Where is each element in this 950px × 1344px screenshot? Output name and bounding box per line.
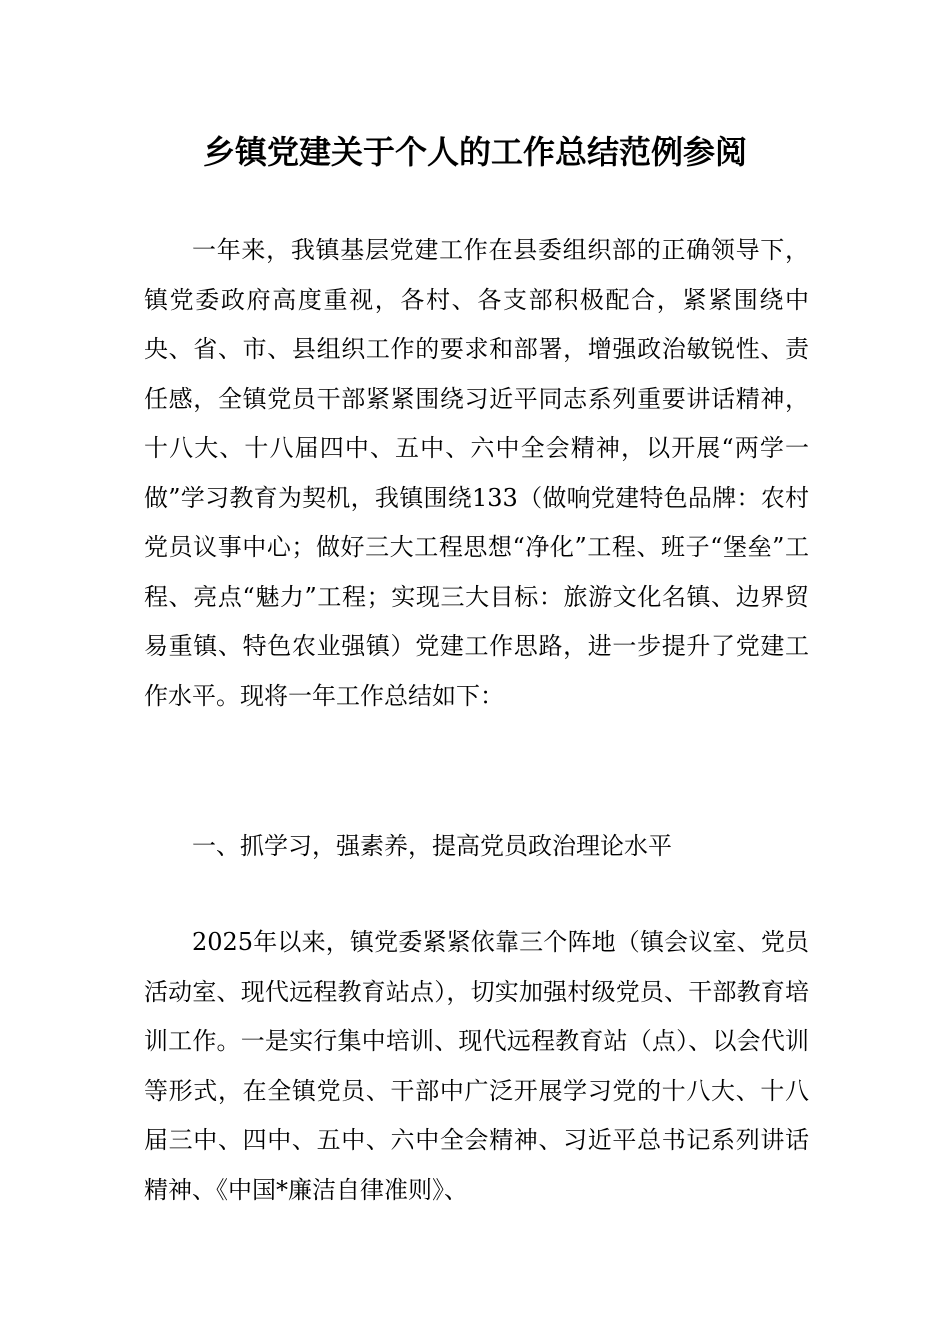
section-1-paragraph: 2025年以来，镇党委紧紧依靠三个阵地（镇会议室、党员活动室、现代远程教育站点），切实加强村级党员、干部教育培训工作。一是实行集中培训、现代远程教育站（点）、以会代训等形式，在全镇党员、干部中广泛开展学习党的十八大、十八届三中、四中、五中、六中全会精神、习近平总书记系列讲话精神、《中国*廉洁自律准则》、 xyxy=(144,928,809,1204)
section-heading-1: 一、抓学习，强素养，提高党员政治理论水平 xyxy=(192,832,672,860)
intro-paragraph: 一年来，我镇基层党建工作在县委组织部的正确领导下，镇党委政府高度重视，各村、各支部积极配合，紧紧围绕中央、省、市、县组织工作的要求和部署，增强政治敏锐性、责任感，全镇党员干部紧紧围绕习近平同志系列重要讲话精神，十八大、十八届四中、五中、六中全会精神，以开展“两学一做”学习教育为契机，我镇围绕133（做响党建特色品牌：农村党员议事中心；做好三大工程思想“净化”工程、班子“堡垒”工程、亮点“魅力”工程；实现三大目标：旅游文化名镇、边界贸易重镇、特色农业强镇）党建工作思路，进一步提升了党建工作水平。现将一年工作总结如下： xyxy=(144,236,809,710)
document-title: 乡镇党建关于个人的工作总结范例参阅 xyxy=(202,133,747,171)
